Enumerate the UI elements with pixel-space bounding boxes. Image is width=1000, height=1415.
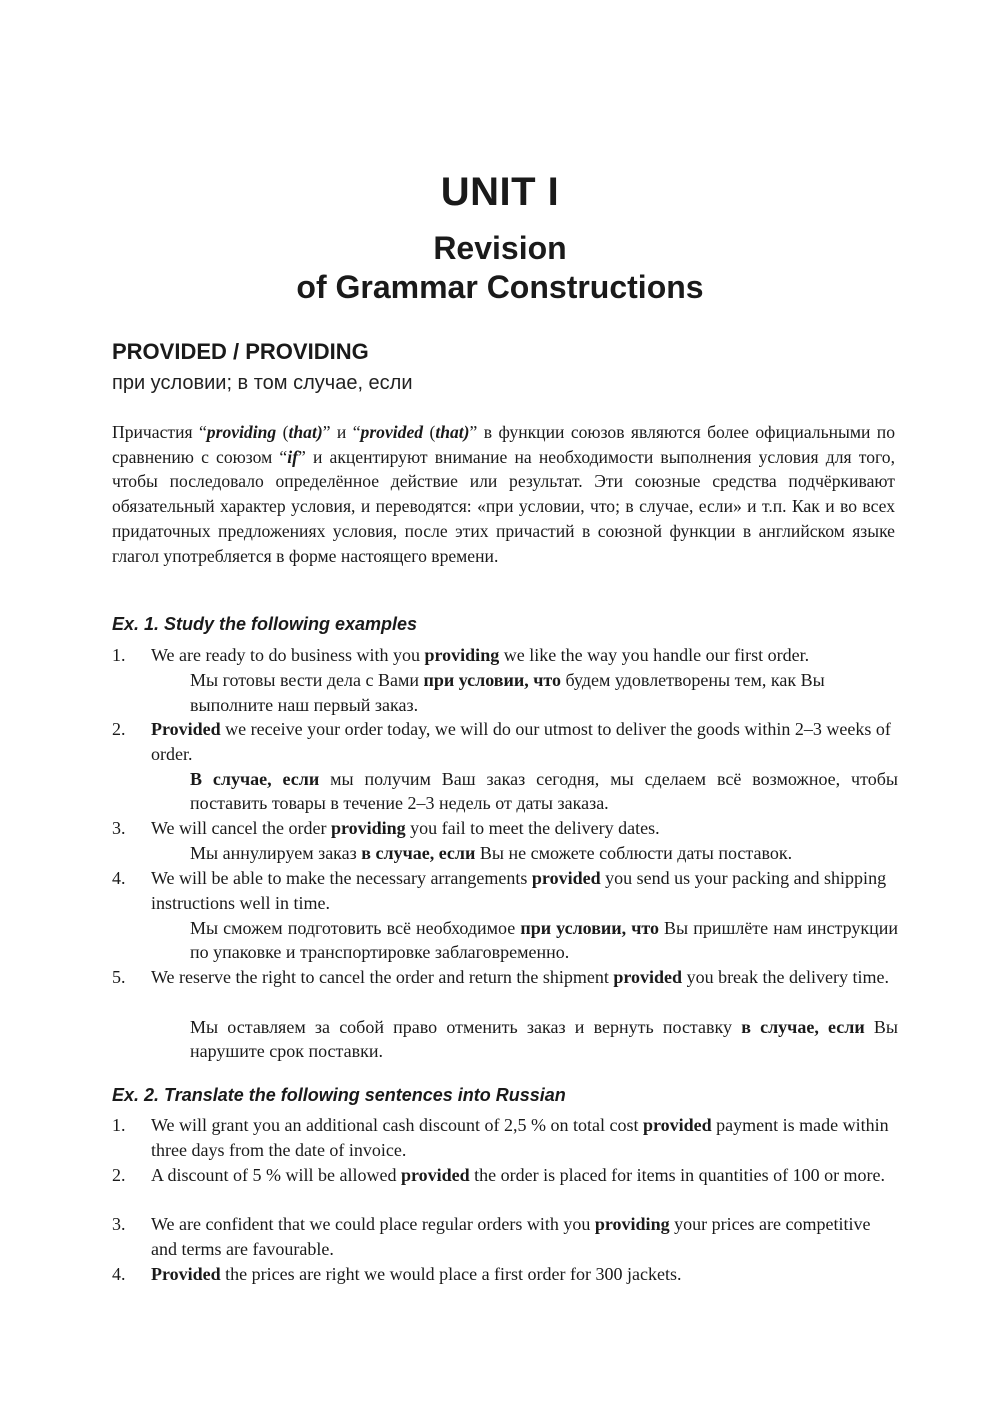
ex1-item-4-ru-keyword: при условии, что bbox=[520, 917, 659, 938]
section-heading: PROVIDED / PROVIDING bbox=[112, 339, 369, 364]
ex1-item-3-ru-keyword: в случае, если bbox=[361, 842, 476, 863]
unit-subtitle-line1: Revision bbox=[433, 230, 567, 266]
ex1-item-2-en-keyword: Provided bbox=[151, 719, 221, 739]
ex1-item-5-en-post: you break the delivery time. bbox=[682, 967, 889, 987]
unit-subtitle-line2: of Grammar Constructions bbox=[296, 269, 704, 305]
ex1-item-1-english bbox=[151, 643, 896, 668]
ex2-item-4-en-post: the prices are right we would place a first order for 300 jackets. bbox=[220, 1264, 682, 1284]
ex2-item-3-en-keyword: providing bbox=[594, 1214, 670, 1234]
ex2-item-3-number: 3. bbox=[112, 1214, 126, 1234]
ex2-item-1-english bbox=[151, 1113, 896, 1163]
ex2-item-2-english bbox=[151, 1163, 896, 1188]
ex1-item-4-en-pre: We will be able to make the necessary arrangements bbox=[151, 868, 532, 888]
ex1-item-5-ru-post: Вы нарушите срок поставки. bbox=[190, 1016, 898, 1062]
ex1-item-4-ru-post: Вы пришлёте нам инструкции по упаковке и транспортировке заблаговременно. bbox=[190, 917, 899, 963]
ex1-item-4-number: 4. bbox=[112, 868, 126, 888]
intro-keyword-provided: provided bbox=[360, 422, 424, 442]
ex1-item-1-ru-keyword: при условии, что bbox=[423, 669, 562, 690]
ex1-item-3-ru-pre: Мы аннулируем заказ bbox=[190, 842, 362, 863]
intro-paren-2: ( bbox=[423, 422, 436, 442]
ex1-heading: Ex. 1. Study the following examples bbox=[112, 614, 418, 634]
intro-text-1: Причастия “ bbox=[112, 422, 207, 442]
ex1-item-4-english bbox=[151, 866, 896, 916]
ex1-item-1-ru-post: будем удовлетворены тем, как Вы выполните наш первый заказ. bbox=[190, 669, 825, 715]
ex1-item-5-russian bbox=[190, 1015, 898, 1065]
intro-paragraph bbox=[112, 420, 895, 568]
ex2-item-1-en-keyword: provided bbox=[642, 1115, 712, 1135]
ex2-item-3-en-pre: We are confident that we could place regular orders with you bbox=[151, 1214, 595, 1234]
ex1-item-4-en-post: you send us your packing and shipping instructions well in time. bbox=[151, 868, 887, 913]
ex1-item-4-ru-pre: Мы сможем подготовить всё необходимое bbox=[190, 917, 521, 938]
ex2-item-2-en-post: the order is placed for items in quantities of 100 or more. bbox=[469, 1165, 886, 1185]
ex1-item-1-en-keyword: providing bbox=[424, 645, 500, 665]
ex1-item-3-english bbox=[151, 816, 896, 841]
intro-keyword-providing: providing bbox=[206, 422, 277, 442]
ex1-item-5-english bbox=[151, 965, 896, 990]
ex2-heading: Ex. 2. Translate the following sentences into Russian bbox=[112, 1085, 566, 1105]
ex2-item-3-en-post: your prices are competitive and terms are favourable. bbox=[151, 1214, 871, 1259]
ex1-item-3-number: 3. bbox=[112, 818, 126, 838]
unit-title: UNIT I bbox=[440, 170, 560, 214]
ex1-item-5-en-keyword: provided bbox=[613, 967, 683, 987]
ex2-item-1-en-post: payment is made within three days from the date of invoice. bbox=[151, 1115, 889, 1160]
ex1-item-2-ru-keyword: В случае, если bbox=[190, 768, 320, 789]
ex1-item-3-russian bbox=[190, 841, 898, 866]
ex1-item-3-en-post: you fail to meet the delivery dates. bbox=[405, 818, 660, 838]
ex1-item-5-ru-keyword: в случае, если bbox=[741, 1016, 865, 1037]
ex1-item-1-ru-pre: Мы готовы вести дела с Вами bbox=[190, 669, 424, 690]
ex1-item-5-en-pre: We reserve the right to cancel the order and return the shipment bbox=[151, 967, 614, 987]
ex2-item-4-english bbox=[151, 1262, 896, 1287]
ex1-item-5-number: 5. bbox=[112, 967, 126, 987]
intro-text-3: ” в функции союзов являются более официальными по сравнению с союзом “ bbox=[112, 422, 895, 467]
intro-text-2: ” и “ bbox=[322, 422, 361, 442]
ex2-item-1-number: 1. bbox=[112, 1115, 126, 1135]
ex1-item-1-number: 1. bbox=[112, 645, 126, 665]
intro-keyword-that-2: that) bbox=[435, 422, 470, 442]
ex1-item-2-en-post: we receive your order today, we will do our utmost to deliver the goods within 2–3 weeks of order. bbox=[151, 719, 891, 764]
ex1-item-4-russian bbox=[190, 916, 898, 966]
ex2-item-1-en-pre: We will grant you an additional cash discount of 2,5 % on total cost bbox=[151, 1115, 643, 1135]
ex1-item-5-ru-pre: Мы оставляем за собой право отменить заказ и вернуть поставку bbox=[190, 1016, 742, 1037]
ex1-item-2-number: 2. bbox=[112, 719, 126, 739]
ex2-item-2-en-pre: A discount of 5 % will be allowed bbox=[151, 1165, 401, 1185]
ex1-item-2-english bbox=[151, 717, 896, 767]
ex1-item-2-ru-post: мы получим Ваш заказ сегодня, мы сделаем всё возможное, чтобы поставить товары в течение 2–3 недель от даты заказа. bbox=[190, 768, 898, 814]
intro-paren-1: ( bbox=[276, 422, 289, 442]
unit-subtitle bbox=[0, 229, 1000, 307]
ex1-item-1-russian bbox=[190, 668, 898, 718]
ex1-item-3-en-pre: We will cancel the order bbox=[151, 818, 331, 838]
ex1-item-3-en-keyword: providing bbox=[330, 818, 406, 838]
ex2-item-4-en-keyword: Provided bbox=[151, 1264, 221, 1284]
ex1-item-1-en-pre: We are ready to do business with you bbox=[151, 645, 425, 665]
intro-text-4: ” и акцентируют внимание на необходимости выполнения условия для того, чтобы последовало определённое действие или результат. Эти союзные средства подчёркивают обязательный характер условия, и переводятся: «при условии, что; в случае, если» и т.п. Как и во всех придаточных предложениях условия, после этих причастий в союзной функции в английском языке глагол употребляется в форме настоящего времени. bbox=[112, 446, 895, 566]
ex2-item-2-en-keyword: provided bbox=[400, 1165, 470, 1185]
ex1-item-1-en-post: we like the way you handle our first order. bbox=[499, 645, 810, 665]
ex1-item-2-russian bbox=[190, 767, 898, 817]
ex1-item-4-en-keyword: provided bbox=[531, 868, 601, 888]
intro-keyword-that-1: that) bbox=[288, 422, 323, 442]
ex2-item-4-number: 4. bbox=[112, 1264, 126, 1284]
ex1-item-3-ru-post: Вы не сможете соблюсти даты поставок. bbox=[475, 842, 793, 863]
intro-keyword-if: if bbox=[287, 446, 298, 467]
ex2-item-3-english bbox=[151, 1212, 896, 1262]
ex2-item-2-number: 2. bbox=[112, 1165, 126, 1185]
section-translation: при условии; в том случае, если bbox=[112, 372, 413, 394]
